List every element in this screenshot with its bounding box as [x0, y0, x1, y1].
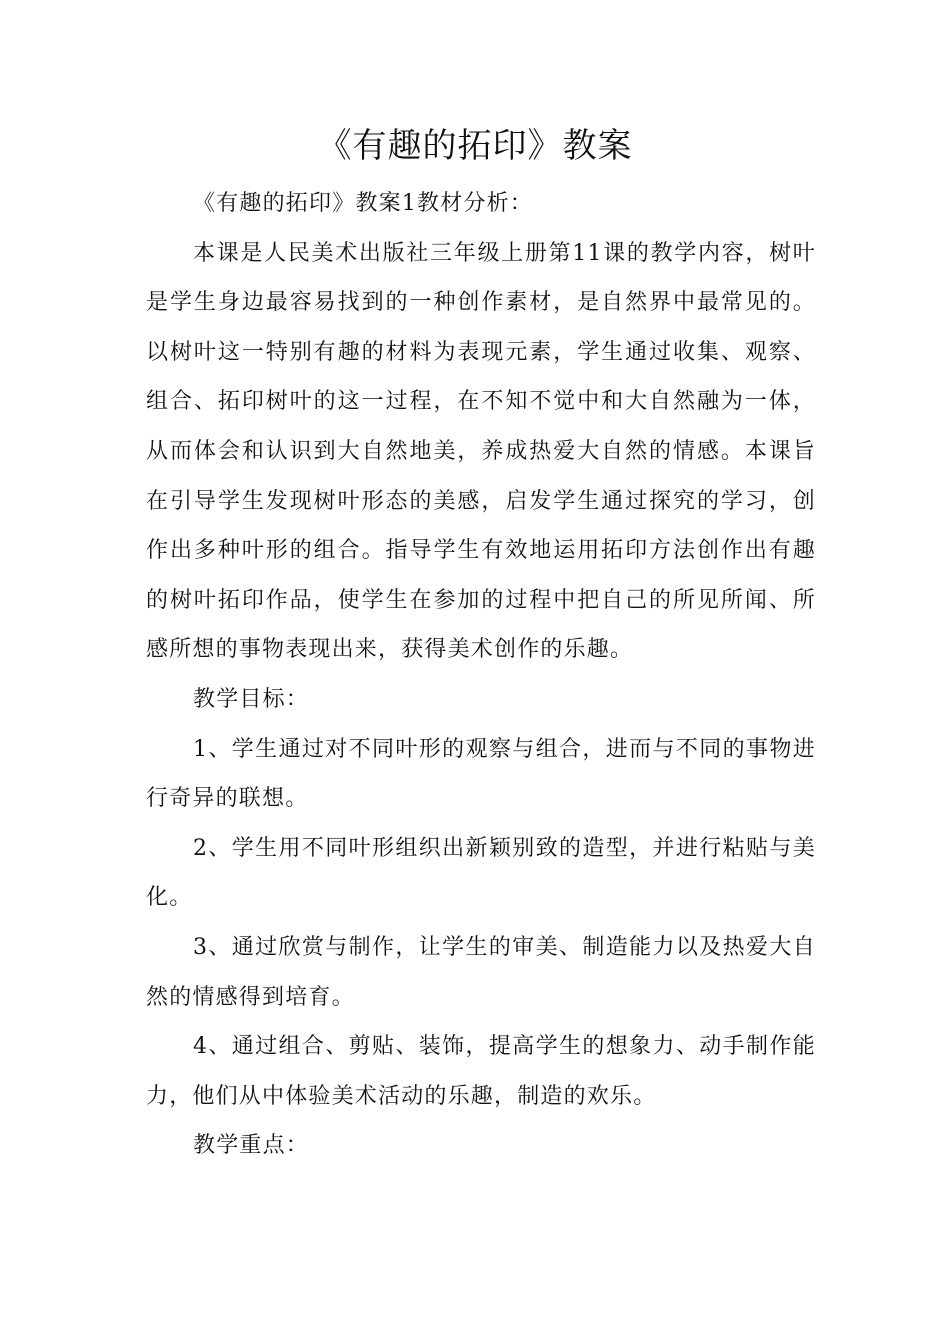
paragraph-goals-heading: 教学目标：	[193, 686, 310, 712]
paragraph-goal-3: 3、通过欣赏与制作，让学生的审美、制造能力以及热爱大自然的情感得到培育。	[146, 934, 816, 1010]
paragraph-goal-2: 2、学生用不同叶形组织出新颖别致的造型，并进行粘贴与美化。	[146, 835, 816, 911]
document-title: 《有趣的拓印》教案	[317, 126, 633, 166]
paragraph-key-points-heading: 教学重点：	[193, 1133, 310, 1159]
paragraph-goal-4: 4、通过组合、剪贴、装饰，提高学生的想象力、动手制作能力，他们从中体验美术活动的乐趣，制造的欢乐。	[146, 1034, 816, 1109]
paragraph-analysis: 本课是人民美术出版社三年级上册第11课的教学内容，树叶是学生身边最容易找到的一种创作素材，是自然界中最常见的。以树叶这一特别有趣的材料为表现元素，学生通过收集、观察、组合、拓印树叶的这一过程，在不知不觉中和大自然融为一体，从而体会和认识到大自然地美，养成热爱大自然的情感。本课旨在引导学生发现树叶形态的美感，启发学生通过探究的学习，创作出多种叶形的组合。指导学生有效地运用拓印方法创作出有趣的树叶拓印作品，使学生在参加的过程中把自己的所见所闻、所感所想的事物表现出来，获得美术创作的乐趣。	[146, 240, 816, 663]
document-body	[146, 179, 816, 1171]
paragraph-goal-1: 1、学生通过对不同叶形的观察与组合，进而与不同的事物进行奇异的联想。	[146, 736, 816, 812]
paragraph-intro: 《有趣的拓印》教案1教材分析：	[193, 191, 533, 216]
